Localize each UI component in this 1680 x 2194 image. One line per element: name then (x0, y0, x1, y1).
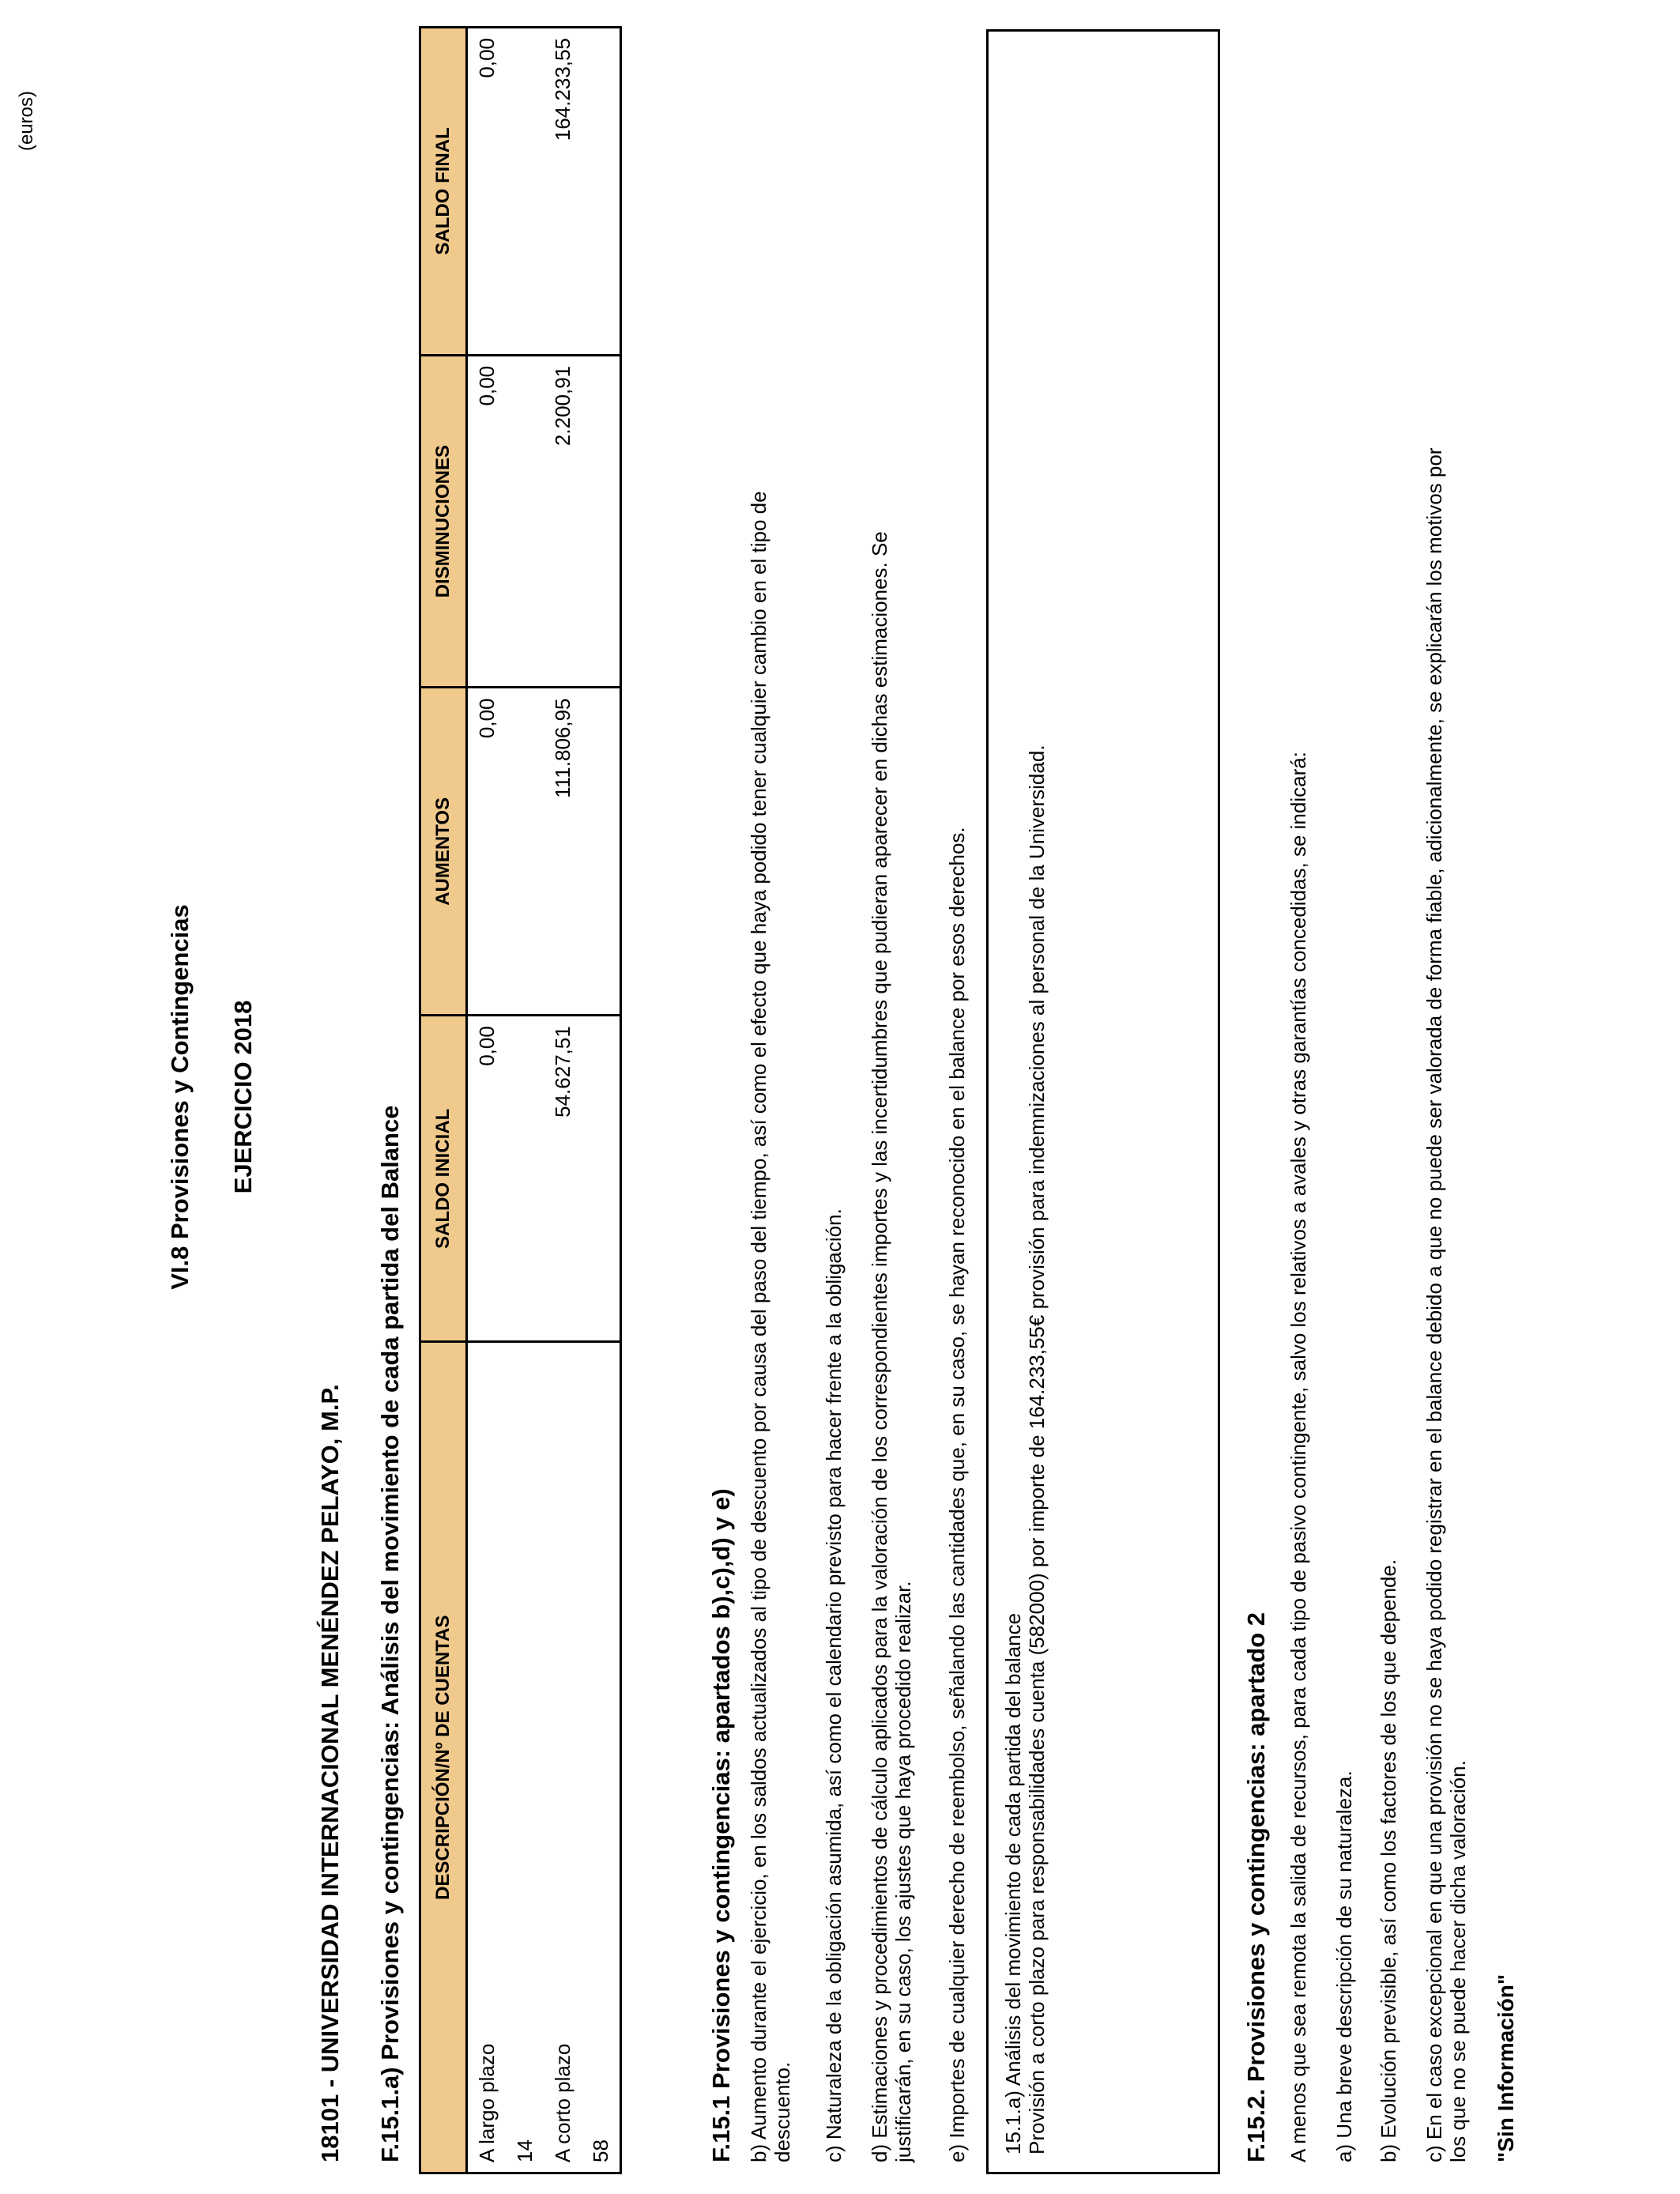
paragraph-a: a) Una breve descripción de su naturaleza. (1332, 1770, 1356, 2162)
paragraph-intro: A menos que sea remota la salida de recursos, para cada tipo de pasivo contingente, salvo los relativos a avales y otras garantías concedidas, se indicará: (1286, 752, 1310, 2162)
col-header-saldo-inicial: SALDO INICIAL (420, 1016, 467, 1342)
page-title: VI.8 Provisiones y Contingencias (166, 904, 194, 1290)
row-description: 14 (506, 1342, 544, 2173)
paragraph-d-line1: d) Estimaciones y procedimientos de cálculo aplicados para la valoración de los correspondientes importes y las incertidumbres que pudieran aparecer en dichas estimaciones. Se (868, 531, 891, 2162)
paragraph-e: e) Importes de cualquier derecho de reembolso, señalando las cantidades que, en su caso, se hayan reconocido en el balance por esos derechos. (945, 827, 969, 2162)
col-header-disminuciones: DISMINUCIONES (420, 355, 467, 688)
fiscal-year: EJERCICIO 2018 (229, 1000, 257, 1194)
box-line2: Provisión a corto plazo para responsabilidades cuenta (582000) por importe de 164.233,55€ provisión para indemnizaciones al personal de la Universidad. (1025, 745, 1049, 2154)
table-row (506, 28, 544, 2173)
box-line1: 15.1.a) Análisis del movimiento de cada partida del balance (1001, 1612, 1025, 2154)
cell-aumentos (506, 688, 544, 1016)
col-header-saldo-final: SALDO FINAL (420, 28, 467, 356)
entity-name: 18101 - UNIVERSIDAD INTERNACIONAL MENÉNDEZ PELAYO, M.P. (316, 1384, 344, 2162)
section-f151-heading: F.15.1 Provisiones y contingencias: apartados b),c),d) y e) (707, 1488, 735, 2162)
cell-saldo-inicial: 54.627,51 (544, 1016, 582, 1342)
table-row (467, 28, 507, 2173)
cell-disminuciones: 0,00 (467, 355, 507, 688)
cell-saldo-inicial (582, 1016, 621, 1342)
cell-disminuciones: 2.200,91 (544, 355, 582, 688)
cell-saldo-final (582, 28, 621, 356)
paragraph-b-line2: descuento. (770, 2061, 794, 2162)
col-header-description: DESCRIPCIÓN/Nº DE CUENTAS (420, 1342, 467, 2173)
table-row (582, 28, 621, 2173)
paragraph-d-line2: justificarán, en su caso, los ajustes que haya procedido realizar. (891, 1581, 915, 2162)
cell-aumentos (582, 688, 621, 1016)
row-description: 58 (582, 1342, 621, 2173)
table-row (544, 28, 582, 2173)
cell-disminuciones (506, 355, 544, 688)
col-header-aumentos: AUMENTOS (420, 688, 467, 1016)
cell-saldo-inicial: 0,00 (467, 1016, 507, 1342)
table-header-row (420, 28, 467, 2173)
analysis-box (986, 29, 1220, 2174)
paragraph-c-line2: los que no se puede hacer dicha valoración. (1446, 1760, 1470, 2162)
paragraph-c-line1: c) En el caso excepcional en que una provisión no se haya podido registrar en el balance debido a que no puede ser valorada de forma fiable, adicionalmente, se explicarán los motivos por (1422, 447, 1446, 2162)
cell-saldo-final: 0,00 (467, 28, 507, 356)
cell-aumentos: 0,00 (467, 688, 507, 1016)
movement-table (419, 26, 622, 2174)
table-heading: F.15.1.a) Provisiones y contingencias: Análisis del movimiento de cada partida del Balance (376, 1105, 404, 2162)
cell-saldo-final: 164.233,55 (544, 28, 582, 356)
cell-saldo-inicial (506, 1016, 544, 1342)
cell-disminuciones (582, 355, 621, 688)
paragraph-c: c) Naturaleza de la obligación asumida, así como el calendario previsto para hacer frente a la obligación. (822, 1208, 846, 2162)
paragraph-b-line1: b) Aumento durante el ejercicio, en los saldos actualizados al tipo de descuento por causa del paso del tiempo, así como el efecto que haya podido tener cualquier cambio en el tipo de (747, 491, 770, 2162)
section-f152-heading: F.15.2. Provisiones y contingencias: apartado 2 (1242, 1612, 1270, 2162)
cell-aumentos: 111.806,95 (544, 688, 582, 1016)
sin-informacion-note: "Sin Información" (1494, 1973, 1518, 2162)
cell-saldo-final (506, 28, 544, 356)
row-description: A corto plazo (544, 1342, 582, 2173)
units-label: (euros) (16, 90, 37, 151)
row-description: A largo plazo (467, 1342, 507, 2173)
paragraph-b: b) Evolución previsible, así como los factores de los que depende. (1377, 1559, 1400, 2162)
